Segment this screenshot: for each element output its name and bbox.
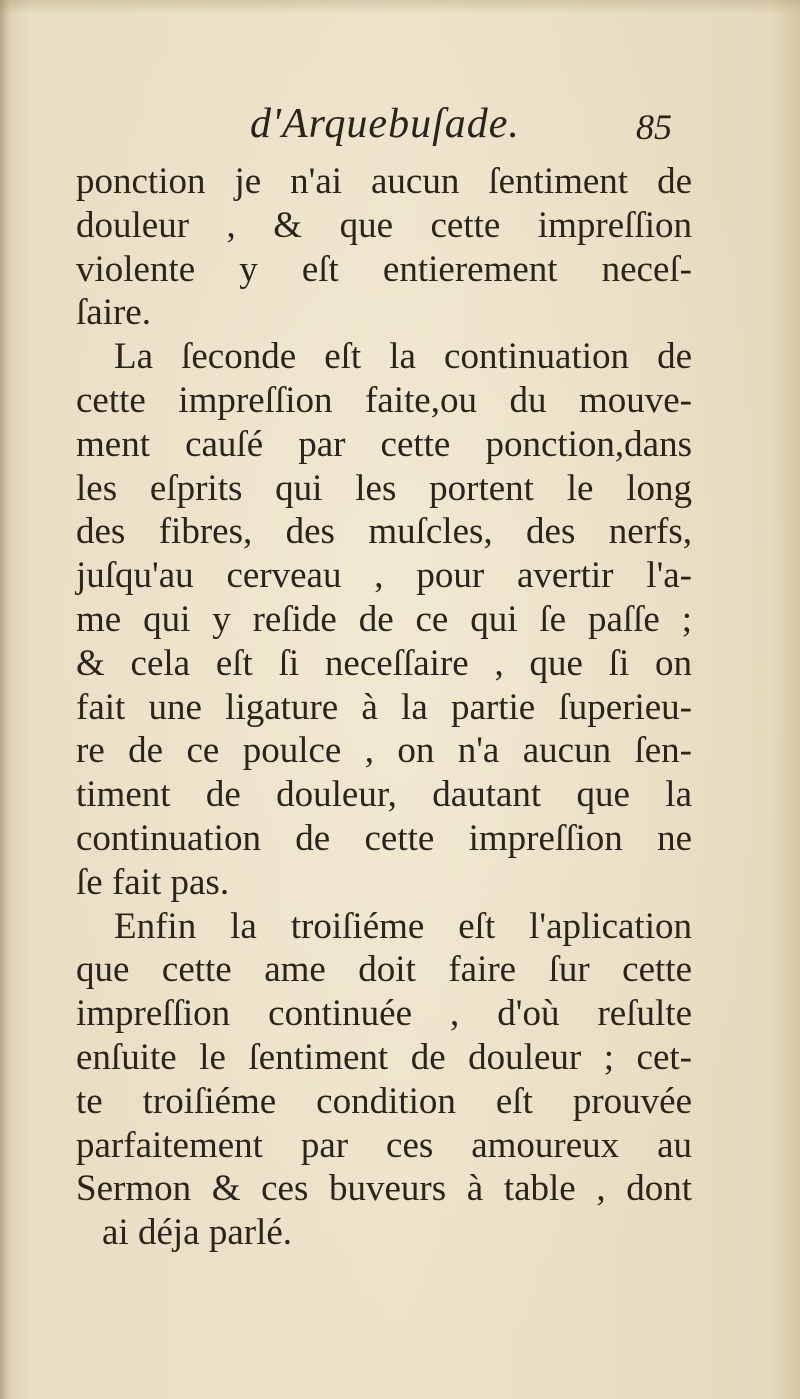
text-line: impreſſion continuée , d'où reſulte [76, 993, 692, 1035]
text-line: parfaitement par ces amoureux au [76, 1124, 692, 1166]
page-top-edge-shadow [0, 0, 800, 14]
running-head-title: d'Arquebuſade. [250, 101, 520, 147]
text-line: douleur , & que cette impreſſion [76, 204, 692, 246]
running-head [0, 100, 800, 160]
text-line: fait une ligature à la partie ſuperieu- [76, 686, 692, 728]
text-line: ſaire. [76, 292, 151, 334]
page-number: 85 [636, 107, 672, 147]
text-line: timent de douleur, dautant que la [76, 774, 692, 816]
text-line: ment cauſé par cette ponction,dans [76, 423, 692, 465]
page-gutter-shadow [0, 0, 10, 1399]
text-line: ponction je n'ai aucun ſentiment de [76, 161, 692, 202]
text-line: violente y eſt entierement neceſ- [76, 248, 692, 290]
text-line: & cela eſt ſi neceſſaire , que ſi on [76, 642, 692, 684]
text-line: que cette ame doit faire ſur cette [76, 949, 692, 991]
body-text [76, 160, 692, 1255]
paragraph-start-line: La ſeconde eſt la continuation de [114, 336, 692, 378]
paragraph-start-line: Enfin la troiſiéme eſt l'aplication [114, 905, 692, 947]
text-line: ſe fait pas. [76, 861, 230, 903]
text-line: cette impreſſion faite,ou du mouve- [76, 379, 692, 421]
text-line: les eſprits qui les portent le long [76, 467, 692, 509]
text-line: des fibres, des muſcles, des nerfs, [76, 511, 692, 553]
text-line: te troiſiéme condition eſt prouvée [76, 1080, 692, 1122]
text-line: me qui y reſide de ce qui ſe paſſe ; [76, 598, 692, 640]
text-line: juſqu'au cerveau , pour avertir l'a- [76, 555, 692, 597]
text-line: Sermon & ces buveurs à table , dont [76, 1168, 692, 1210]
text-line: re de ce poulce , on n'a aucun ſen- [76, 730, 692, 772]
text-line: continuation de cette impreſſion ne [76, 817, 692, 859]
text-line: ai déja parlé. [102, 1212, 293, 1254]
text-line: enſuite le ſentiment de douleur ; cet- [76, 1036, 692, 1078]
